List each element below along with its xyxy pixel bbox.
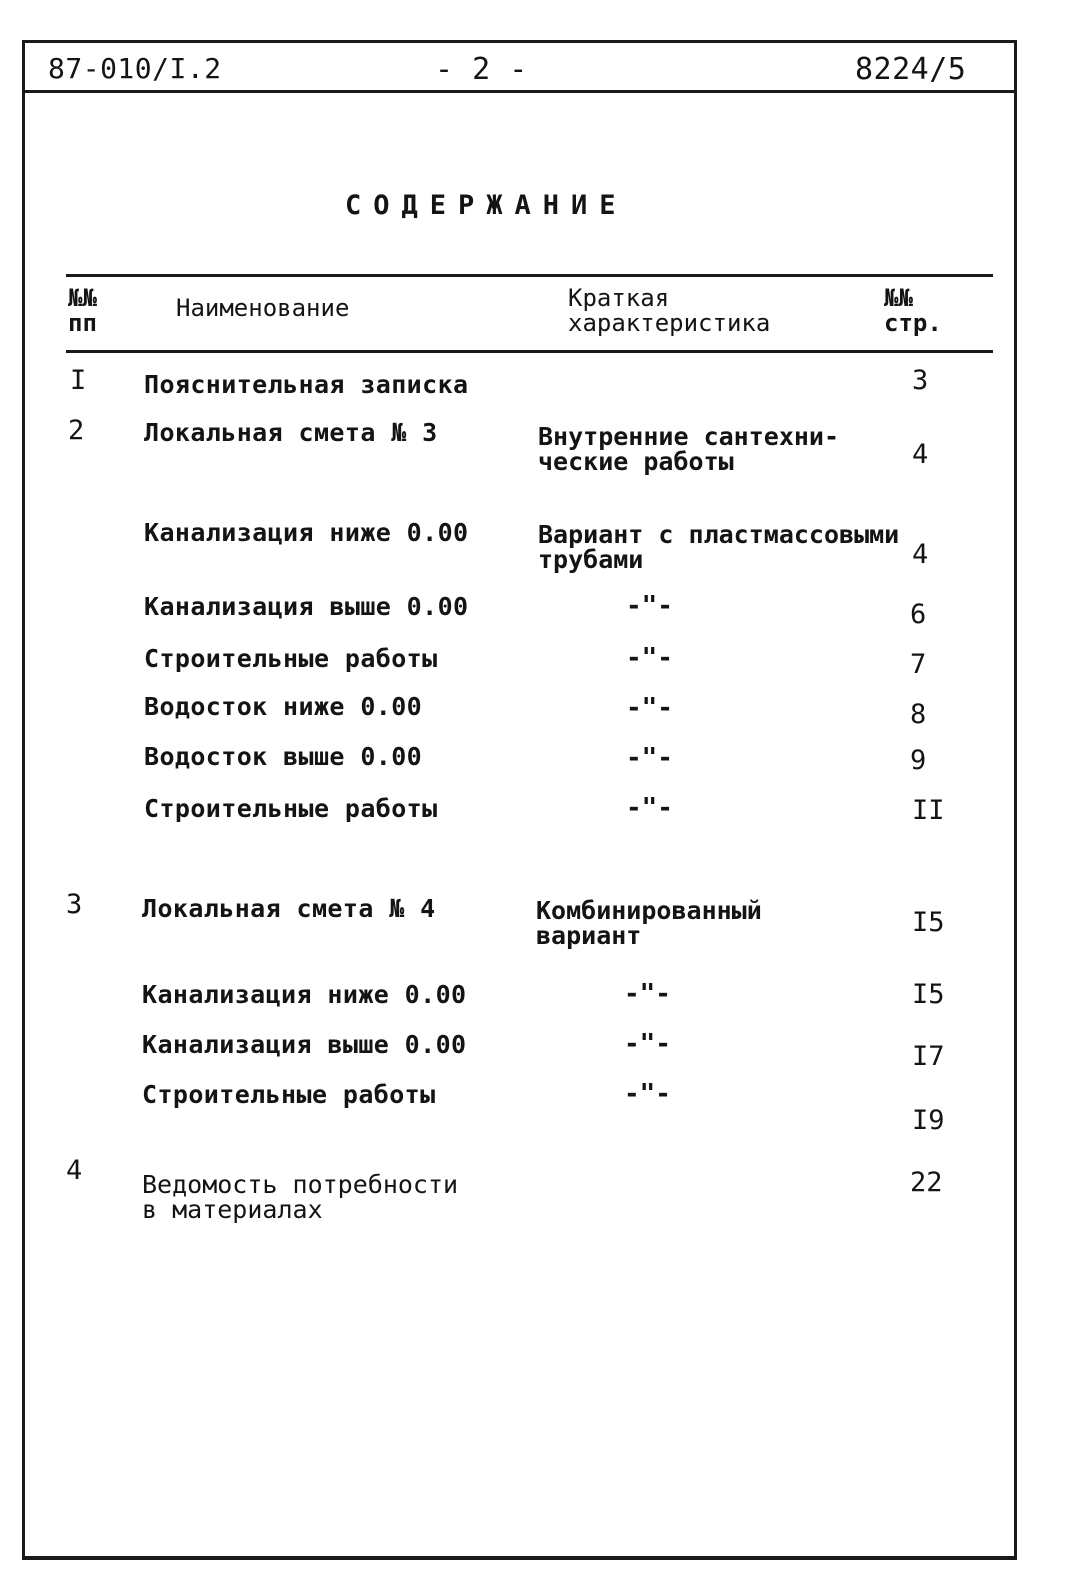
row-2-characteristic: Внутренние сантехни- ческие работы xyxy=(538,422,840,476)
row-2-name: Локальная смета № 3 xyxy=(144,418,438,447)
page-title: СОДЕРЖАНИЕ xyxy=(345,190,628,221)
table-top-rule xyxy=(66,274,993,277)
row-6-page: 8 xyxy=(910,699,927,730)
row-13-name: Ведомость потребности в материалах xyxy=(142,1170,459,1224)
column-header-name: Наименование xyxy=(176,294,350,322)
row-5-name: Строительные работы xyxy=(144,644,438,673)
column-header-page: №№ стр. xyxy=(884,284,942,337)
row-9-num: 3 xyxy=(66,889,83,920)
row-11-characteristic: -"- xyxy=(624,1029,671,1059)
column-header-characteristic: Краткая характеристика xyxy=(568,284,771,337)
sheet-reference: 8224/5 xyxy=(855,52,967,87)
column-header-num-text: №№ пп xyxy=(68,284,97,337)
row-7-page: 9 xyxy=(910,745,927,776)
row-7-characteristic: -"- xyxy=(626,743,673,773)
row-7-name: Водосток выше 0.00 xyxy=(144,742,423,771)
row-9-page: I5 xyxy=(912,907,945,938)
row-6-name: Водосток ниже 0.00 xyxy=(144,692,423,721)
row-10-name: Канализация ниже 0.00 xyxy=(142,980,467,1009)
row-1-num: I xyxy=(70,365,87,396)
row-11-page: I7 xyxy=(912,1041,945,1072)
row-6-characteristic: -"- xyxy=(626,693,673,723)
row-5-page: 7 xyxy=(910,649,927,680)
row-10-characteristic: -"- xyxy=(624,979,671,1009)
row-9-characteristic: Комбинированный вариант xyxy=(536,896,762,950)
row-3-page: 4 xyxy=(912,539,929,570)
row-2-page: 4 xyxy=(912,439,929,470)
table-header-rule xyxy=(66,350,993,353)
row-5-characteristic: -"- xyxy=(626,643,673,673)
column-header-num xyxy=(68,286,97,336)
row-8-characteristic: -"- xyxy=(626,793,673,823)
row-12-page: I9 xyxy=(912,1105,945,1136)
row-8-page: II xyxy=(912,795,945,826)
row-1-page: 3 xyxy=(912,365,929,396)
row-3-characteristic: Вариант с пластмассовыми трубами xyxy=(538,520,900,574)
row-13-page: 22 xyxy=(910,1167,943,1198)
row-13-num: 4 xyxy=(66,1155,83,1186)
row-3-name: Канализация ниже 0.00 xyxy=(144,518,469,547)
row-11-name: Канализация выше 0.00 xyxy=(142,1030,467,1059)
row-12-name: Строительные работы xyxy=(142,1080,436,1109)
row-12-characteristic: -"- xyxy=(624,1079,671,1109)
row-4-page: 6 xyxy=(910,599,927,630)
document-code: 87-010/I.2 xyxy=(48,52,222,85)
row-8-name: Строительные работы xyxy=(144,794,438,823)
row-1-name: Пояснительная записка xyxy=(144,370,469,399)
row-2-num: 2 xyxy=(68,415,85,446)
row-4-characteristic: -"- xyxy=(626,591,673,621)
row-10-page: I5 xyxy=(912,979,945,1010)
page-number: - 2 - xyxy=(435,52,528,87)
row-9-name: Локальная смета № 4 xyxy=(142,894,436,923)
header-divider xyxy=(22,90,1017,93)
row-4-name: Канализация выше 0.00 xyxy=(144,592,469,621)
